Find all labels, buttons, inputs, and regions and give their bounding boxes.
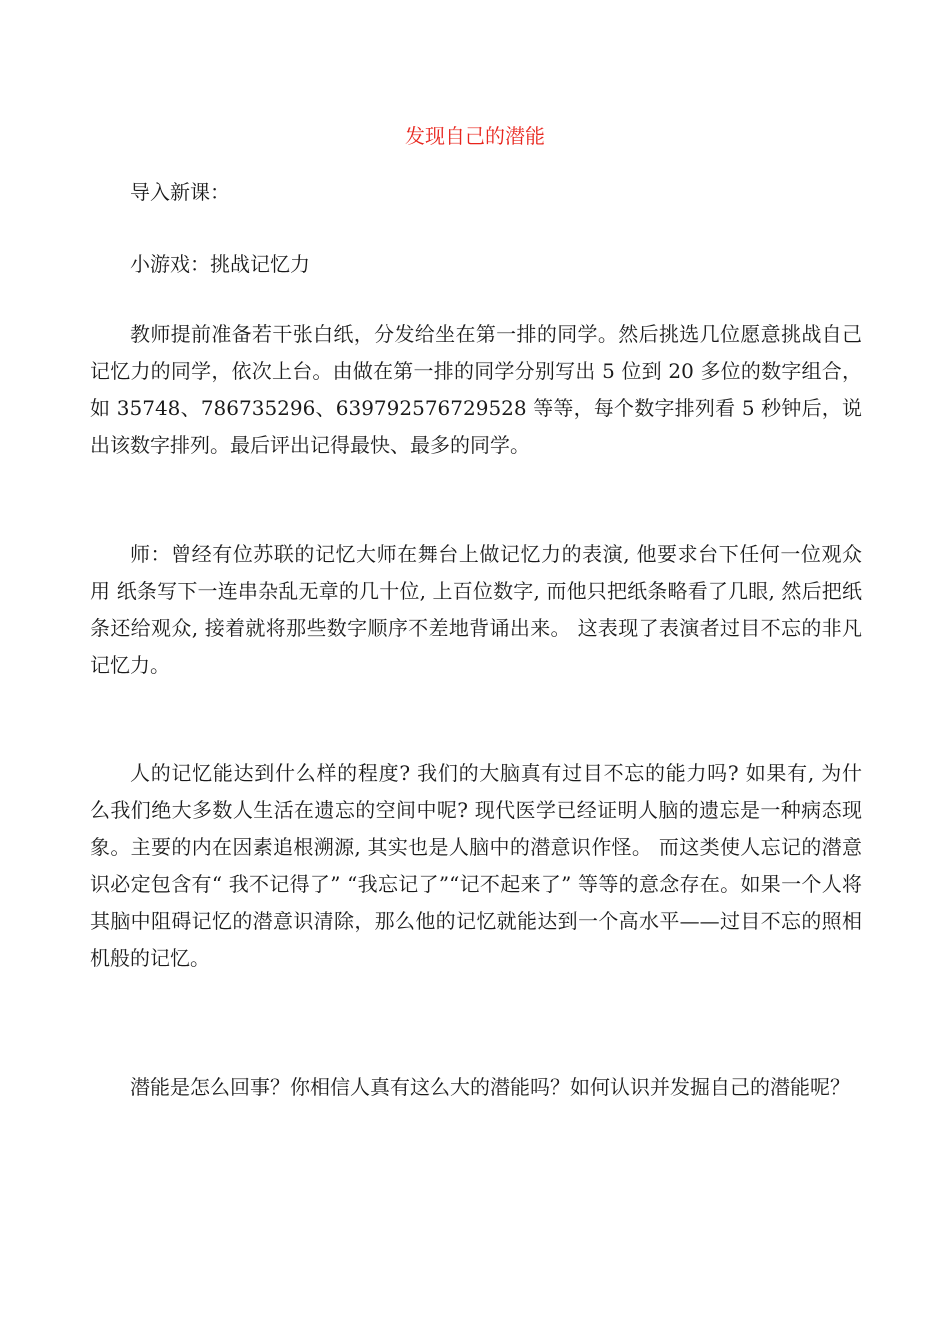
paragraph-potential-question: 潜能是怎么回事？你相信人真有这么大的潜能吗？如何认识并发掘自己的潜能呢？ (130, 1075, 850, 1099)
paragraph-memory-question: 人的记忆能达到什么样的程度? 我们的大脑真有过目不忘的能力吗? 如果有, 为什 么我们绝大多数人生活在遗忘的空间中呢? 现代医学已经证明人脑的遗忘是一种病态现象。主要的内在因素追根溯源, 其实也是人脑中的潜意识作怪。 而这类使人忘记的潜意识必定包含有“ 我不记得了” “我忘记了”“记不起来了” 等等的意念存在。如果一个人将其脑中阻碍记忆的潜意识清除，那么他的记忆就能达到一个高水平——过目不忘的照相机般的记忆。 (90, 761, 862, 970)
game-heading: 小游戏：挑战记忆力 (130, 252, 310, 276)
paragraph-teacher-story: 师：曾经有位苏联的记忆大师在舞台上做记忆力的表演, 他要求台下任何一位观众用 纸条写下一连串杂乱无章的几十位, 上百位数字, 而他只把纸条略看了几眼, 然后把纸条还给观众, 接着就将那些数字顺序不差地背诵出来。 这表现了表演者过目不忘的非凡记忆力。 (90, 542, 862, 677)
document-title: 发现自己的潜能 (405, 124, 545, 148)
intro-heading: 导入新课： (130, 180, 230, 204)
paragraph-game-instructions: 教师提前准备若干张白纸，分发给坐在第一排的同学。然后挑选几位愿意挑战自己记忆力的同学，依次上台。由做在第一排的同学分别写出 5 位到 20 多位的数字组合，如 35748、786735296、639792576729528 等等，每个数字排列看 5 秒钟后，说出该数字排列。最后评出记得最快、最多的同学。 (90, 322, 862, 457)
